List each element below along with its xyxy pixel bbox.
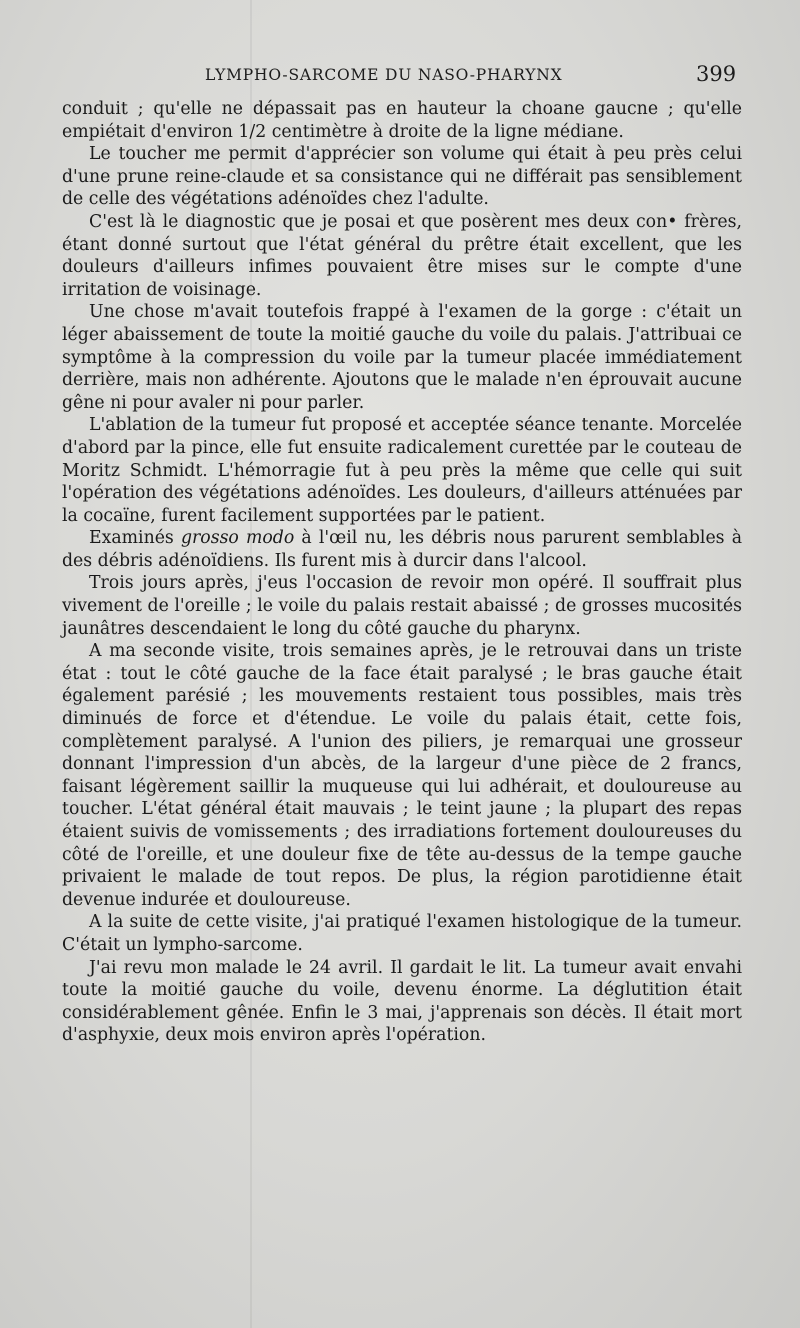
paragraph: Le toucher me permit d'apprécier son volume qui était à peu près celui d'une prune reine-claude et sa consistance qui ne différait pas sensiblement de celle des végétations adénoïdes chez l'adulte. [62, 144, 742, 210]
paragraph: L'ablation de la tumeur fut proposé et acceptée séance tenante. Morcelée d'abord par la pince, elle fut ensuite radicalement curettée par le couteau de Moritz Schmidt. L'hémorragie fut à peu près la même que celle qui suit l'opération des végétations adénoïdes. Les douleurs, d'ailleurs atténuées par la cocaïne, furent facilement supportées par le patient. [62, 415, 742, 526]
paragraph: Trois jours après, j'eus l'occasion de revoir mon opéré. Il souffrait plus vivement de l'oreille ; le voile du palais restait abaissé ; de grosses mucosités jaunâtres descendaient le long du côté gauche du pharynx. [62, 573, 742, 639]
paragraph: Une chose m'avait toutefois frappé à l'examen de la gorge : c'était un léger abaissement de toute la moitié gauche du voile du palais. J'attribuai ce symptôme à la compression du voile par la tumeur placée immédiatement derrière, mais non adhérente. Ajoutons que le malade n'en éprouvait aucune gêne ni pour avaler ni pour parler. [62, 302, 742, 413]
paragraph: A ma seconde visite, trois semaines après, je le retrouvai dans un triste état : tout le côté gauche de la face était paralysé ; le bras gauche était également parésié ; les mouvements restaient tous possibles, mais très diminués de force et d'étendue. Le voile du palais était, cette fois, complètement paralysé. A l'union des piliers, je remarquai une grosseur donnant l'impression d'un abcès, de la largeur d'une pièce de 2 francs, faisant légèrement saillir la muqueuse qui lui adhérait, et douloureuse au toucher. L'état général était mauvais ; le teint jaune ; la plupart des repas étaient suivis de vomissements ; des irradiations fortement douloureuses du côté de l'oreille, et une douleur fixe de tête au-dessus de la tempe gauche privaient le malade de tout repos. De plus, la région parotidienne était devenue indurée et douloureuse. [62, 641, 742, 910]
page-header [0, 62, 800, 90]
paragraph: A la suite de cette visite, j'ai pratiqué l'examen histologique de la tumeur. C'était un lympho-sarcome. [62, 912, 742, 955]
paragraph: J'ai revu mon malade le 24 avril. Il gardait le lit. La tumeur avait envahi toute la moitié gauche du voile, devenu énorme. La déglutition était considérablement gênée. Enfin le 3 mai, j'apprenais son décès. Il était mort d'asphyxie, deux mois environ après l'opération. [62, 957, 742, 1046]
running-title: LYMPHO-SARCOME DU NASO-PHARYNX [205, 66, 563, 84]
italic-phrase: grosso modo [180, 528, 295, 549]
text-run: Examinés [89, 528, 181, 549]
body-text [62, 98, 742, 1047]
page-number: 399 [696, 62, 737, 86]
paragraph: C'est là le diagnostic que je posai et que posèrent mes deux con• frères, étant donné surtout que l'état général du prêtre était excellent, que les douleurs d'ailleurs infimes pouvaient être mises sur le compte d'une irritation de voisinage. [62, 211, 742, 300]
paragraph-continued: conduit ; qu'elle ne dépassait pas en hauteur la choane gaucne ; qu'elle empiétait d'environ 1/2 centimètre à droite de la ligne médiane. [62, 99, 742, 142]
text-run: à l'œil nu, les débris nous parurent semblables à des débris adénoïdiens. Ils furent mis à durcir dans l'alcool. [62, 528, 743, 571]
paragraph-with-italic [62, 527, 742, 572]
